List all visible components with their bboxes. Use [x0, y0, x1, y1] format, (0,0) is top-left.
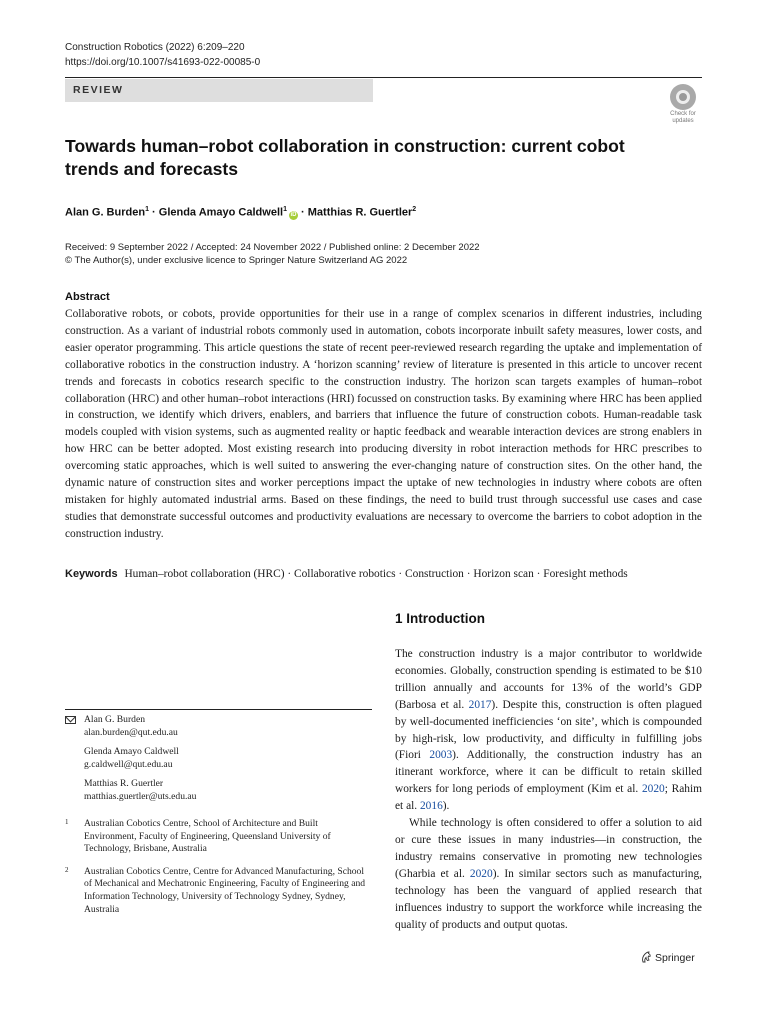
check-for-updates-icon	[670, 84, 696, 110]
article-type-label: REVIEW	[73, 84, 124, 96]
publication-history: Received: 9 September 2022 / Accepted: 24 November 2022 / Published online: 2 December 2022	[65, 242, 480, 253]
author-affiliation-marker: 1	[145, 206, 149, 213]
abstract-heading: Abstract	[65, 291, 110, 303]
springer-horse-icon	[640, 951, 652, 963]
email-icon	[65, 716, 76, 724]
article-doi-link[interactable]: https://doi.org/10.1007/s41693-022-00085-0	[65, 57, 261, 68]
contact-email-link[interactable]: alan.burden@qut.edu.au	[84, 726, 178, 738]
author-name[interactable]: Matthias R. Guertler	[307, 206, 413, 219]
author-separator: ·	[301, 206, 305, 219]
publication-dates	[65, 241, 480, 267]
author-separator: ·	[152, 206, 156, 219]
author-name[interactable]: Glenda Amayo Caldwell	[158, 206, 284, 219]
publisher-name: Springer	[655, 952, 695, 964]
affiliations	[65, 818, 372, 926]
contact-email-link[interactable]: matthias.guertler@uts.edu.au	[84, 790, 197, 802]
contact-entry	[65, 778, 372, 803]
keywords-heading: Keywords	[65, 568, 118, 580]
publisher-logo	[640, 951, 695, 964]
article-type-banner	[65, 79, 373, 102]
author-affiliation-marker: 2	[412, 206, 417, 213]
affiliation-entry	[65, 866, 372, 916]
affiliation-text: Australian Cobotics Centre, School of Architecture and Built Environment, Faculty of Engineering, Queensland University of Technology, Brisbane, Australia	[84, 818, 331, 855]
contact-entry	[65, 746, 372, 771]
keywords-list: Human–robot collaboration (HRC) · Collaborative robotics · Construction · Horizon scan · Foresight methods	[124, 568, 628, 580]
contact-name: Alan G. Burden	[84, 714, 146, 725]
citation-link[interactable]: 2017	[468, 698, 492, 711]
citation-link[interactable]: 2016	[419, 800, 443, 813]
keywords	[65, 566, 702, 582]
citation-link[interactable]: 2020	[641, 783, 665, 796]
author-affiliation-marker: 1	[283, 206, 287, 213]
journal-header	[65, 40, 260, 70]
check-for-updates-button[interactable]	[664, 84, 702, 124]
introduction-body	[395, 646, 702, 933]
author-name[interactable]: Alan G. Burden	[65, 206, 146, 219]
journal-citation: Construction Robotics (2022) 6:209–220	[65, 42, 245, 53]
affiliation-text: Australian Cobotics Centre, Centre for Advanced Manufacturing, School of Mechanical and Mechatronic Engineering, Faculty of Engineering and Information Technology, University of Technology Sydney, Sydney, Australia	[84, 865, 366, 915]
paragraph: The construction industry is a major contributor to worldwide economies. Globally, construction spending is estimated to be $10 trillion annually and accounts for 13% of the world’s GDP (Barbosa et al. 2017). Despite this, construction is often plagued by well-documented inefficiencies ‘on site’, which is compounded by high-risk, low productivity, and difficulty in fulfilling jobs (Fiori 2003). Additionally, the construction industry has an itinerant workforce, where it can be difficult to retain skilled workers for long periods of employment (Kim et al. 2020; Rahim et al. 2016).	[395, 648, 702, 813]
contact-entry	[65, 714, 372, 739]
section-heading-introduction: 1 Introduction	[395, 611, 485, 626]
abstract-body: Collaborative robots, or cobots, provide opportunities for their use in a range of complex scenarios in different industries, including construction. As a variant of industrial robots commonly used in automation, cobots incorporate inbuilt safety measures, lower costs, and easier operator programming. This article questions the state of recent peer-reviewed research regarding the uptake and implementation of collaborative robotics in the construction industry. A ‘horizon scanning’ review of literature is presented in this article to uncover recent trends and forecasts in cobotics research specific to the construction industry. The horizon scan targets examples of human–robot collaboration (HRC) and other human–robot interactions (HRI) focussed on construction tasks. By examining where HRC has been applied in construction, we identify which drivers, enablers, and barriers that influence the future of construction cobots. Human-readable task models coupled with vision systems, such as augmented reality or haptic feedback and wearable interaction devices are strong enablers in how HRC can be better adopted. Most existing research into producing diversity in robot interaction methods for HRC prescribes to overcoming static approaches, which is well suited to answering the ever-changing nature of construction sites. On the other hand, the dynamic nature of construction sites and worker perceptions impact the uptake of new technologies in industry where cobots are often mistaken for highly automated industrial arms. Based on these findings, the need to build trust through successful use cases and case studies that demonstrate successful outcomes and productivity evaluations are necessary to overcome the barriers to cobot adoption in the construction industry.	[65, 308, 702, 540]
author-list	[65, 203, 416, 220]
contact-name: Matthias R. Guertler	[84, 778, 164, 790]
contact-email-link[interactable]: g.caldwell@qut.edu.au	[84, 758, 173, 770]
citation-link[interactable]: 2003	[429, 749, 453, 762]
footnote-rule	[65, 709, 372, 710]
affiliation-number: 2	[65, 865, 69, 874]
citation-link[interactable]: 2020	[469, 867, 493, 880]
copyright-notice: © The Author(s), under exclusive licence to Springer Nature Switzerland AG 2022	[65, 255, 408, 266]
affiliation-number: 1	[65, 818, 69, 826]
corresponding-contacts	[65, 714, 372, 811]
article-title: Towards human–robot collaboration in construction: current cobot trends and forecasts	[65, 136, 625, 179]
orcid-icon[interactable]: iD	[290, 211, 297, 218]
header-rule	[65, 77, 702, 78]
contact-name: Glenda Amayo Caldwell	[84, 746, 179, 758]
paragraph: While technology is often considered to offer a solution to aid or cure these issues in many industries—in construction, the industry remains conservative in promoting new technologies (Gharbia et al. 2020). In similar sectors such as manufacturing, technology has been the vanguard of applied research that influences industry to support the workforce while increasing the quality of products and output quotas.	[395, 817, 702, 931]
check-for-updates-label: Check for updates	[670, 111, 696, 124]
affiliation-entry	[65, 818, 372, 856]
